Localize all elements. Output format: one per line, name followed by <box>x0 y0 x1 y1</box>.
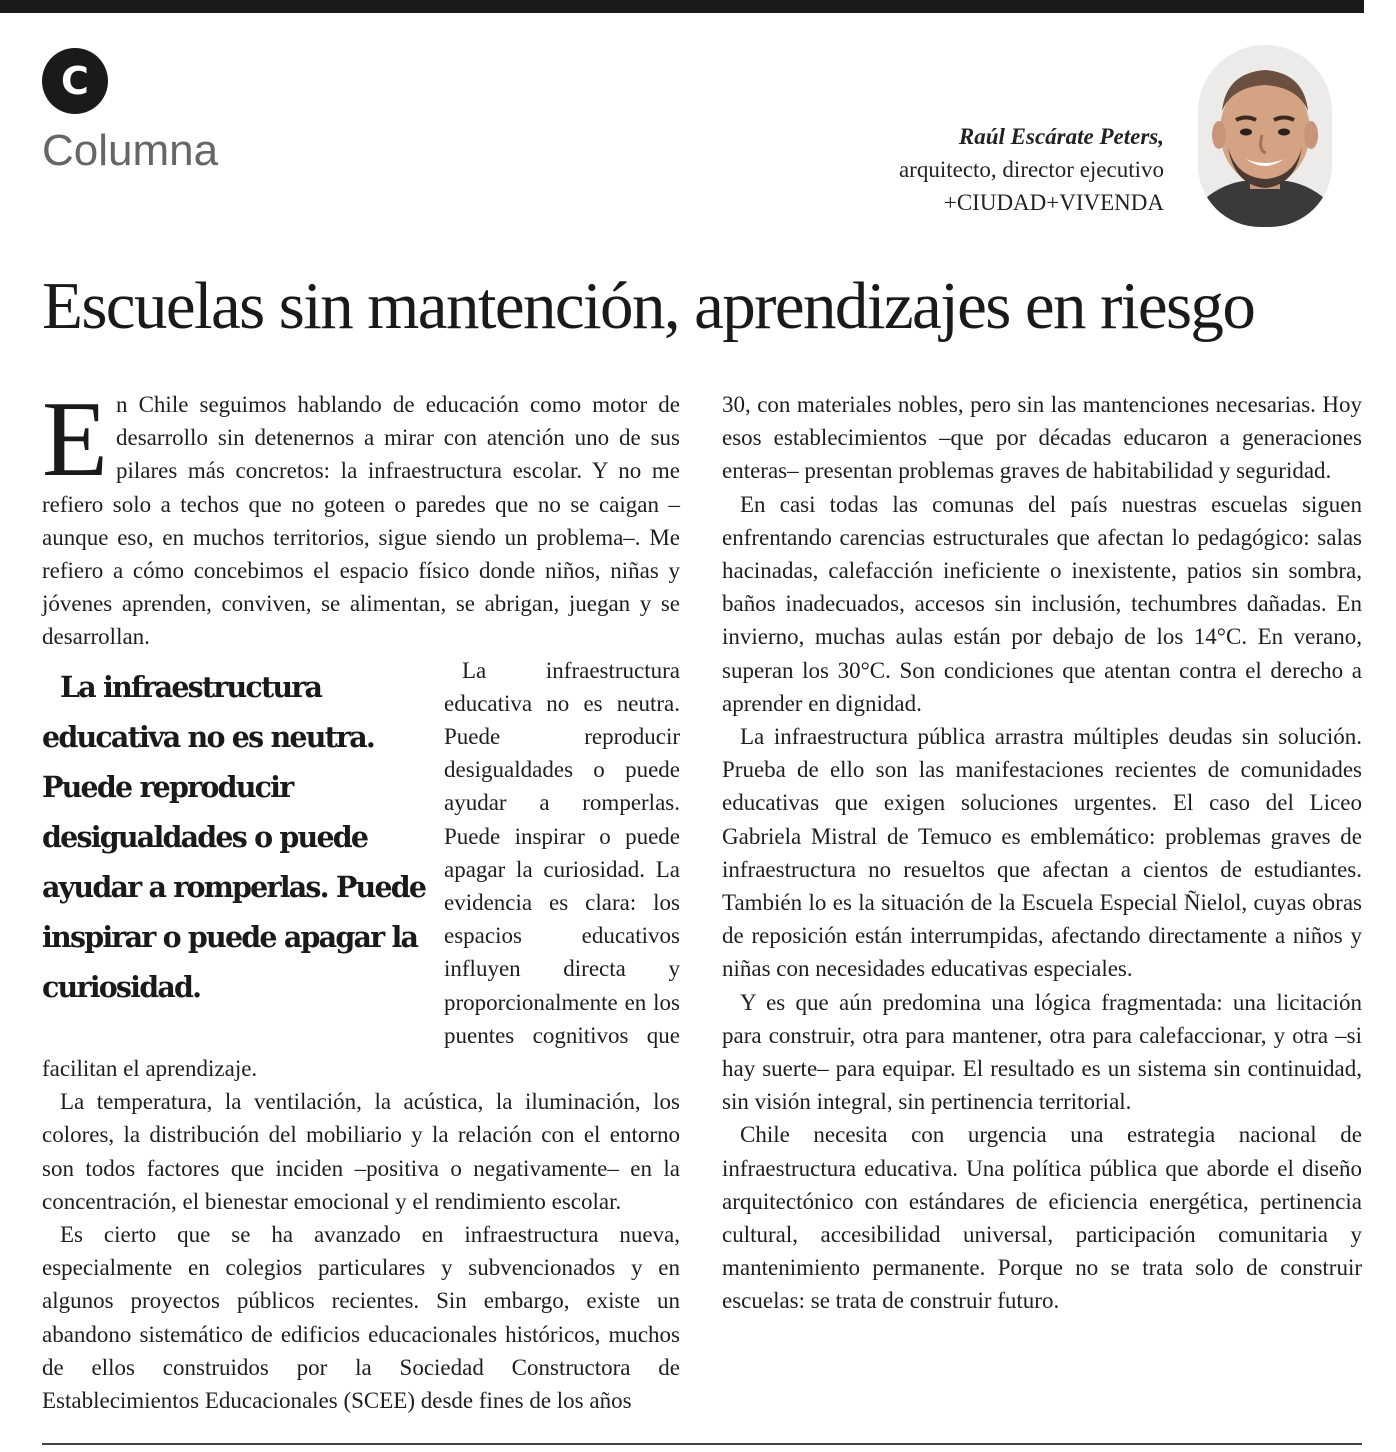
section-label: Columna <box>42 126 219 175</box>
article-paragraph <box>42 654 680 1086</box>
author-photo-illustration <box>1198 45 1332 227</box>
article-headline: Escuelas sin mantención, aprendizajes en riesgo <box>42 269 1255 343</box>
article-paragraph: La infraestructura pública arrastra múltiples deudas sin solución. Prueba de ello son las manifestaciones recientes de comunidades educativas que exigen soluciones urgentes. El caso del Liceo Gabriela Mistral de Temuco es emblemático: problemas graves de infraestructura no resueltos que afectan a cientos de estudiantes. También lo es la situación de la Escuela Especial Ñielol, cuyas obras de reposición están interrumpidas, afectando directamente a niños y niñas con necesidades educativas especiales. <box>722 724 1362 982</box>
author-name: Raúl Escárate Peters, <box>958 124 1164 149</box>
author-role: arquitecto, director ejecutivo <box>898 157 1164 182</box>
article-column-right <box>722 388 1362 1318</box>
article-paragraph: Y es que aún predomina una lógica fragmentada: una licitación para construir, otra para mantener, otra para calefaccionar, y otra –si hay suerte– para equipar. El resultado es un sistema sin continuidad, sin visión integral, sin pertinencia territorial. <box>722 989 1362 1115</box>
author-photo <box>1198 45 1332 227</box>
article-column-left <box>42 380 680 1417</box>
author-org: +CIUDAD+VIVENDA <box>943 190 1164 215</box>
top-rule <box>0 0 1364 13</box>
paragraph-text: n Chile seguimos hablando de educación como motor de desarrollo sin detenernos a mirar con atención uno de sus pilares más concretos: la infraestructura escolar. Y no me refiero solo a techos que no goteen o paredes que no se caigan –aunque eso, en muchos territorios, sigue siendo un problema–. Me refiero a cómo concebimos el espacio físico donde niños, niñas y jóvenes aprenden, conviven, se alimentan, se abrigan, juegan y se desarrollan. <box>42 392 680 650</box>
column-badge-letter: C <box>61 59 89 103</box>
column-badge <box>42 48 108 114</box>
article-paragraph <box>42 380 680 654</box>
pull-quote: La infraestructura educativa no es neutra. Puede reproducir desigualdades o puede ayudar a romperlas. Puede inspirar o puede apagar la curiosidad. <box>42 669 426 1004</box>
article-paragraph: 30, con materiales nobles, pero sin las mantenciones necesarias. Hoy esos establecimientos –que por décadas educaron a generaciones enteras– presentan problemas graves de habitabilidad y seguridad. <box>722 392 1362 484</box>
drop-cap: E <box>42 380 108 499</box>
author-byline <box>899 120 1164 219</box>
paragraph-text: La infraestructura educativa no es neutra. Puede reproducir desigualdades o puede ayudar a romperlas. Puede inspirar o puede apagar la curiosidad. La evidencia es clara: los espacios educativos influyen directa y proporcionalmente en los puentes cognitivos que facilitan el aprendizaje. <box>42 657 680 1082</box>
article-paragraph: En casi todas las comunas del país nuestras escuelas siguen enfrentando carencias estructurales que afectan lo pedagógico: salas hacinadas, calefacción ineficiente o inexistente, patios sin sombra, baños inadecuados, accesos sin inclusión, techumbres dañadas. En invierno, muchas aulas están por debajo de los 14°C. En verano, superan los 30°C. Son condiciones que atentan contra el derecho a aprender en dignidad. <box>722 491 1362 716</box>
article-paragraph: La temperatura, la ventilación, la acústica, la iluminación, los colores, la distribución del mobiliario y la relación con el entorno son todos factores que inciden –positiva o negativamente– en la concentración, el bienestar emocional y el rendimiento escolar. <box>42 1089 680 1214</box>
bottom-rule <box>42 1443 1362 1445</box>
article-paragraph: Es cierto que se ha avanzado en infraestructura nueva, especialmente en colegios particulares y subvencionados y en algunos proyectos públicos recientes. Sin embargo, existe un abandono sistemático de edificios educacionales históricos, muchos de ellos construidos por la Sociedad Constructora de Establecimientos Educacionales (SCEE) desde fines de los años <box>42 1222 680 1414</box>
article-paragraph: Chile necesita con urgencia una estrategia nacional de infraestructura educativa. Una política pública que aborde el diseño arquitectónico con estándares de eficiencia energética, pertinencia cultural, accesibilidad universal, participación comunitaria y mantenimiento permanente. Porque no se trata solo de construir escuelas: se trata de construir futuro. <box>722 1122 1362 1314</box>
